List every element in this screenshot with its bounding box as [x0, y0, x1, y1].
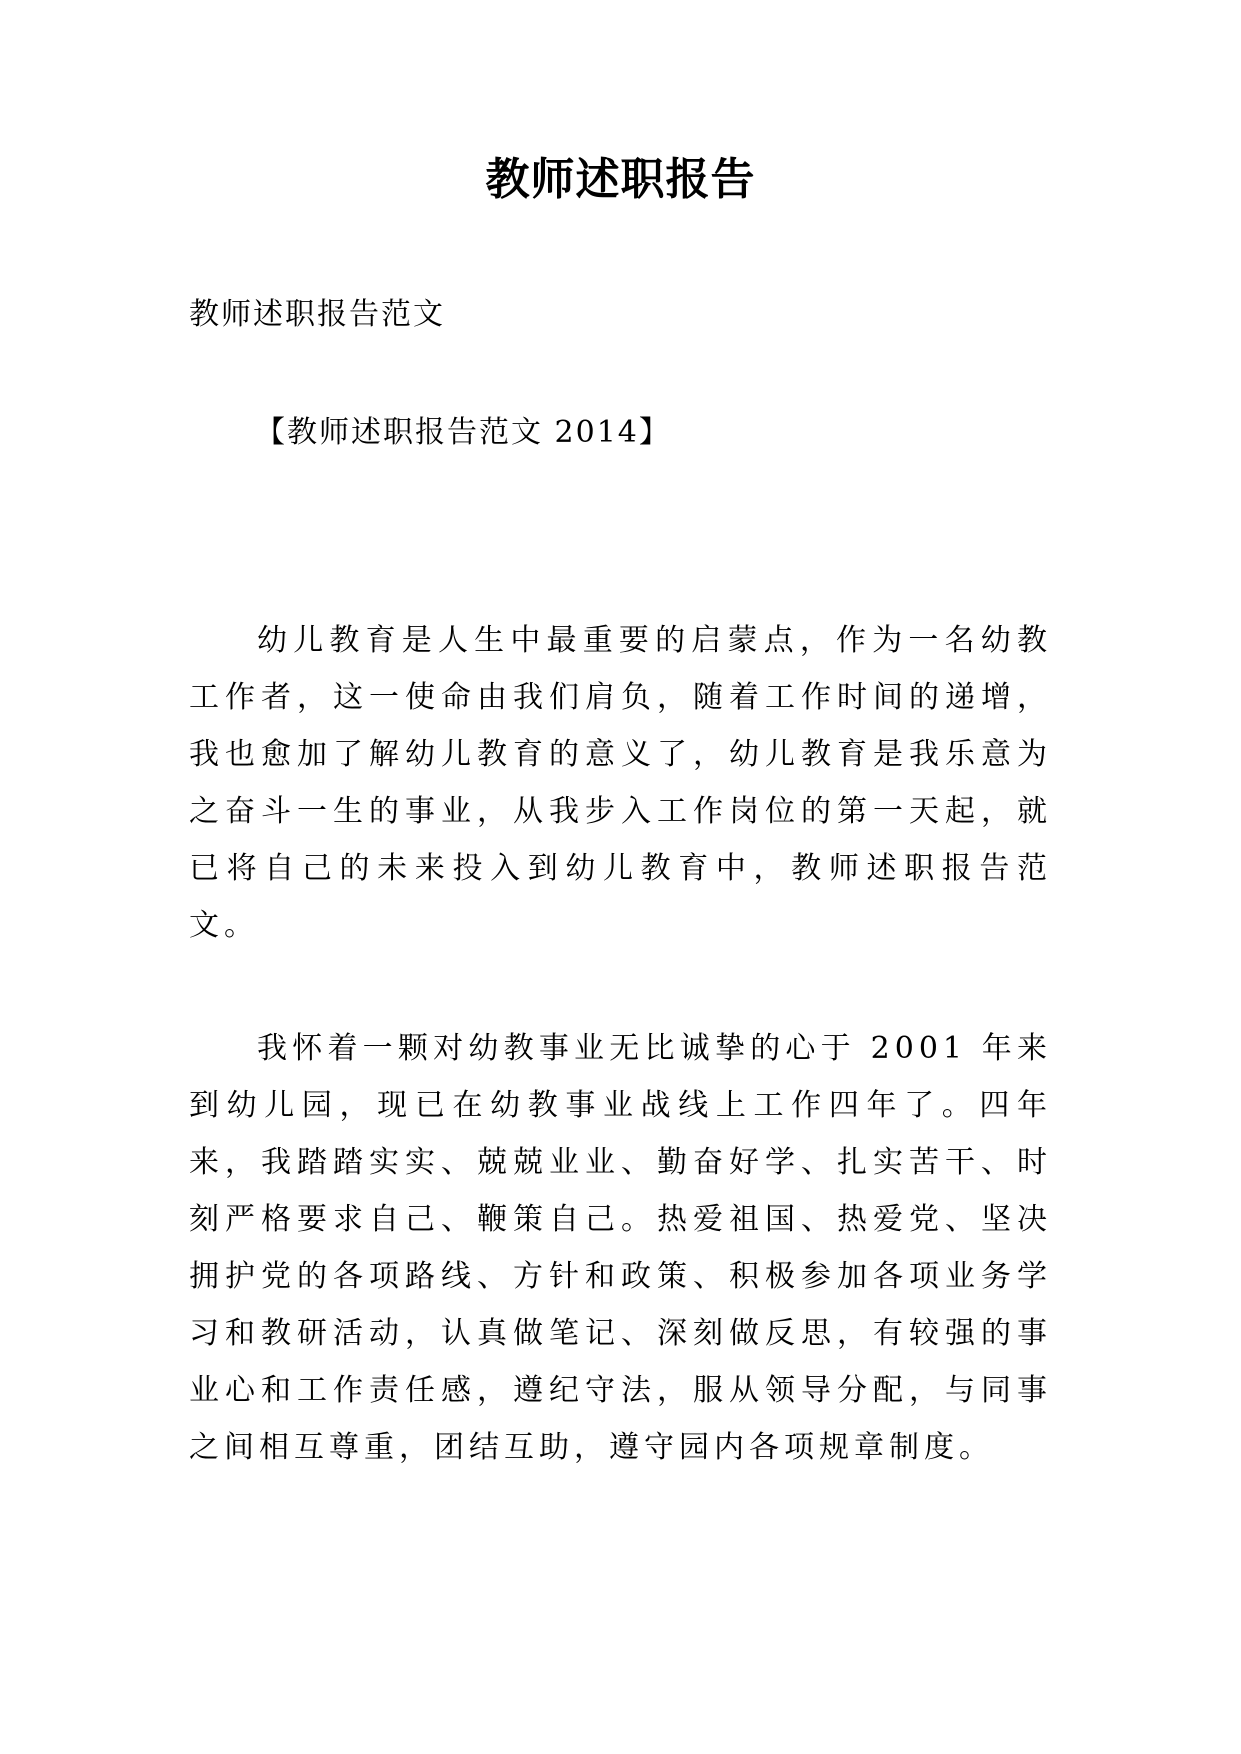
- body-paragraph-1: 幼儿教育是人生中最重要的启蒙点，作为一名幼教工作者，这一使命由我们肩负，随着工作时间的递增，我也愈加了解幼儿教育的意义了，幼儿教育是我乐意为之奋斗一生的事业，从我步入工作岗位的第一天起，就已将自己的未来投入到幼儿教育中，教师述职报告范文。: [189, 623, 1052, 943]
- document-title: 教师述职报告: [485, 154, 756, 205]
- section-heading: 【教师述职报告范文 2014】: [255, 415, 671, 450]
- body-paragraph-2: 我怀着一颗对幼教事业无比诚挚的心于 2001 年来到幼儿园，现已在幼教事业战线上工作四年了。四年来，我踏踏实实、兢兢业业、勤奋好学、扎实苦干、时刻严格要求自己、鞭策自己。热爱祖国、热爱党、坚决拥护党的各项路线、方针和政策、积极参加各项业务学习和教研活动，认真做笔记、深刻做反思，有较强的事业心和工作责任感，遵纪守法，服从领导分配，与同事之间相互尊重，团结互助，遵守园内各项规章制度。: [189, 1031, 1052, 1465]
- document-subtitle: 教师述职报告范文: [189, 297, 445, 332]
